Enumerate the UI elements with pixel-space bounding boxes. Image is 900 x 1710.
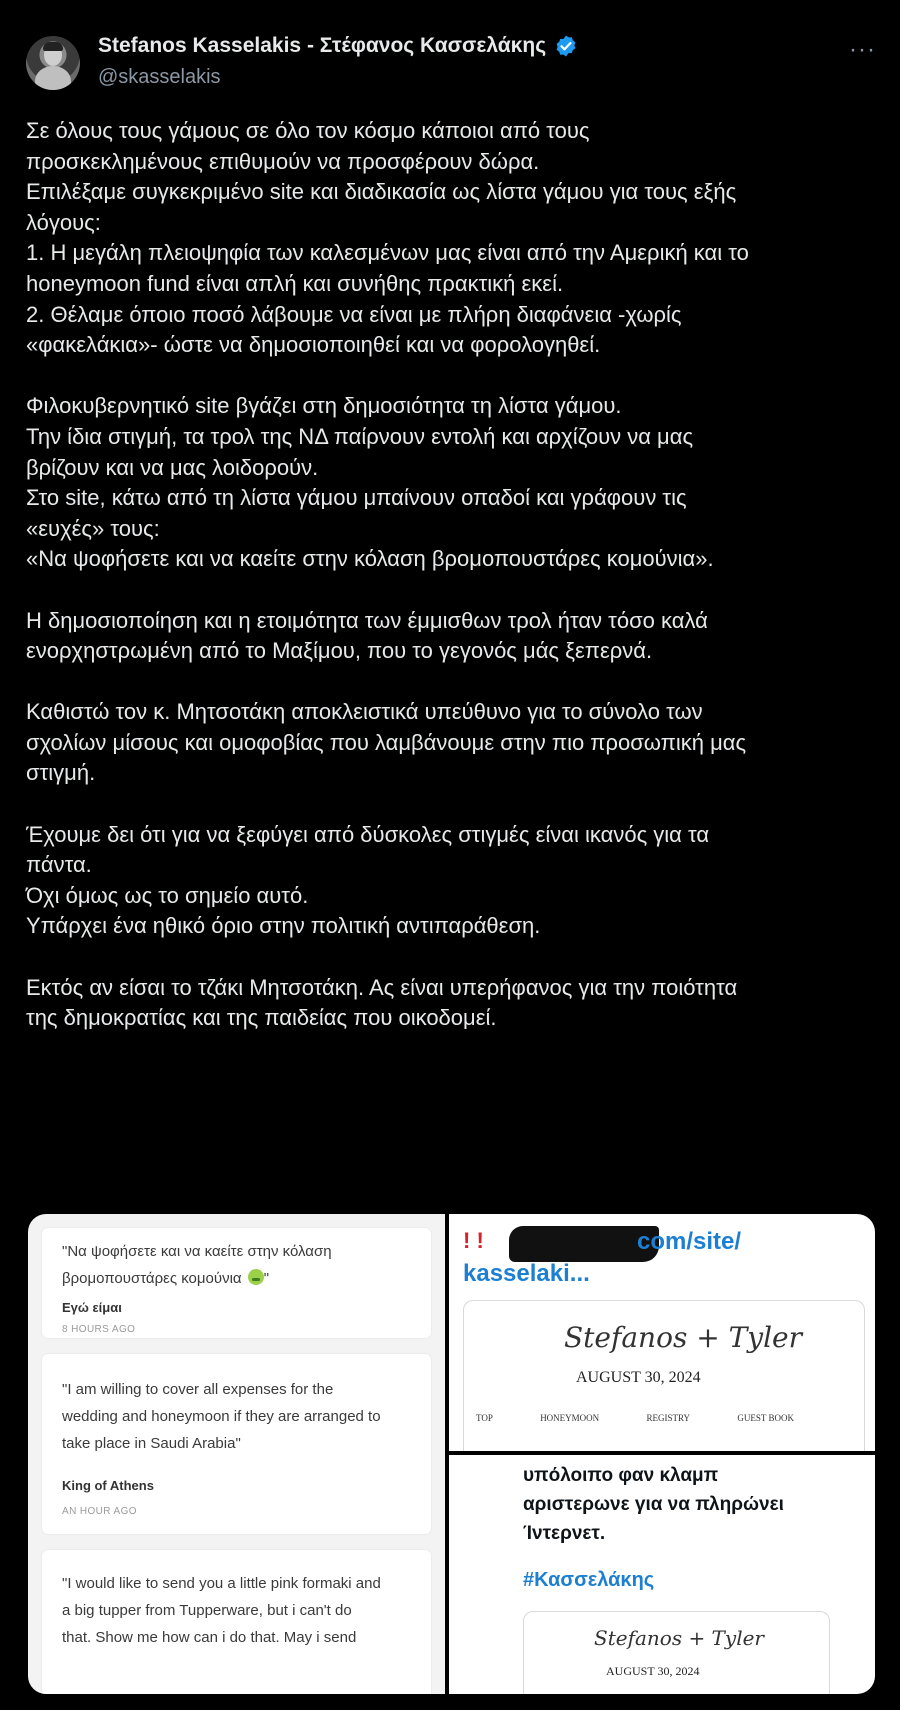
media-collage[interactable] [28, 1214, 875, 1694]
url-part-2[interactable]: kasselaki... [463, 1260, 590, 1287]
tweet-snippet-text: υπόλοιπο φαν κλαμπ αριστερωνε για να πληρώνει Ίντερνετ. [523, 1465, 784, 1544]
wedding-date: AUGUST 30, 2024 [606, 1664, 700, 1678]
nauseated-face-icon [248, 1269, 264, 1285]
alert-marks: ! ! [463, 1228, 484, 1253]
comments-panel [28, 1214, 445, 1694]
comment-card [42, 1550, 431, 1694]
nav-guest-book[interactable]: GUEST BOOK [737, 1413, 794, 1423]
more-options-icon[interactable]: ··· [849, 36, 876, 63]
handle[interactable]: @skasselakis [98, 66, 221, 88]
wedding-date: AUGUST 30, 2024 [576, 1369, 701, 1386]
comment-author: Εγώ είμαι [62, 1300, 122, 1315]
comment-time: 8 HOURS AGO [62, 1324, 136, 1335]
collage-divider [449, 1451, 875, 1453]
comment-card [42, 1354, 431, 1534]
tweet-text: Σε όλους τους γάμους σε όλο τον κόσμο κάποιοι από τους προσκεκλημένους επιθυμούν να προσφέρουν δώρα. Επιλέξαμε συγκεκριμένο site και διαδικασία ως λίστα γάμου για τους εξής λόγους: 1. Η μεγάλη πλειοψηφία των καλεσμένων μας είναι από την Αμερική και το honeymoon fund είναι απλή και συνήθης πρακτική εκεί. 2. Θέλαμε όποιο ποσό λάβουμε να είναι με πλήρη διαφάνεια -χωρίς «φακελάκια»- ώστε να δημοσιοποιηθεί και να φορολογηθεί. Φιλοκυβερνητικό site βγάζει στη δημοσιότητα τη λίστα γάμου. Την ίδια στιγμή, τα τρολ της ΝΔ παίρνουν εντολή και αρχίζουν να μας βρίζουν και να μας λοιδορούν. Στο site, κάτω από τη λίστα γάμου μπαίνουν οπαδοί και γράφουν τις «ευχές» τους: «Να ψοφήσετε και να καείτε στην κόλαση βρομοπουστάρες κομούνια». Η δημοσιοποίηση και η ετοιμότητα των έμμισθων τρολ ήταν τόσο καλά ενορχηστρωμένη από το Μαξίμου, που το γεγονός μάς ξεπερνά. Καθιστώ τον κ. Μητσοτάκη αποκλειστικά υπεύθυνο για το σύνολο των σχολίων μίσους και ομοφοβίας που λαμβάνουμε στην πιο προσωπική μας στιγμή. Έχουμε δει ότι για να ξεφύγει από δύσκολες στιγμές είναι ικανός για τα πάντα. Όχι όμως ως το σημείο αυτό. Υπάρχει ένα ηθικό όριο στην πολιτική αντιπαράθεση. Εκτός αν είσαι το τζάκι Μητσοτάκη. Ας είναι υπερήφανος για την ποιότητα της δημοκρατίας και της παιδείας που οικοδομεί. [26, 118, 749, 1031]
url-part-1[interactable]: com/site/ [637, 1228, 742, 1255]
nav-registry[interactable]: REGISTRY [646, 1413, 691, 1423]
name-row [98, 34, 578, 58]
display-name[interactable]: Stefanos Kasselakis - Στέφανος Κασσελάκης [98, 34, 547, 57]
wedding-site-card-small [523, 1611, 830, 1694]
comment-quote-close: " [263, 1270, 270, 1287]
nav-top[interactable]: TOP [476, 1413, 493, 1423]
site-nav [476, 1413, 794, 1423]
site-screenshot-bottom [449, 1455, 875, 1694]
comment-text [62, 1238, 332, 1292]
hashtag-link[interactable]: #Κασσελάκης [523, 1569, 655, 1591]
comment-card [42, 1228, 431, 1338]
site-screenshot-top [449, 1214, 875, 1451]
tweet-header [26, 32, 876, 94]
nav-honeymoon[interactable]: HONEYMOON [540, 1413, 600, 1423]
verified-badge-icon [554, 34, 578, 58]
comment-text: "I am willing to cover all expenses for the wedding and honeymoon if they are arranged to take place in Saudi Arabia" [62, 1381, 381, 1452]
comment-author: King of Athens [62, 1478, 154, 1493]
couple-names: Stefanos + Tyler [594, 1626, 764, 1650]
comment-text-content: "Να ψοφήσετε και να καείτε στην κόλαση βρομοπουστάρες κομούνια [62, 1243, 332, 1287]
avatar-torso [35, 66, 71, 90]
comment-time: AN HOUR AGO [62, 1506, 137, 1517]
wedding-site-card [463, 1300, 865, 1453]
comment-text: "I would like to send you a little pink formaki and a big tupper from Tupperware, but i can't do that. Show me how can i do that. May i send [62, 1575, 381, 1646]
avatar[interactable] [26, 36, 80, 90]
avatar-hair [43, 42, 63, 51]
couple-names: Stefanos + Tyler [564, 1321, 802, 1354]
